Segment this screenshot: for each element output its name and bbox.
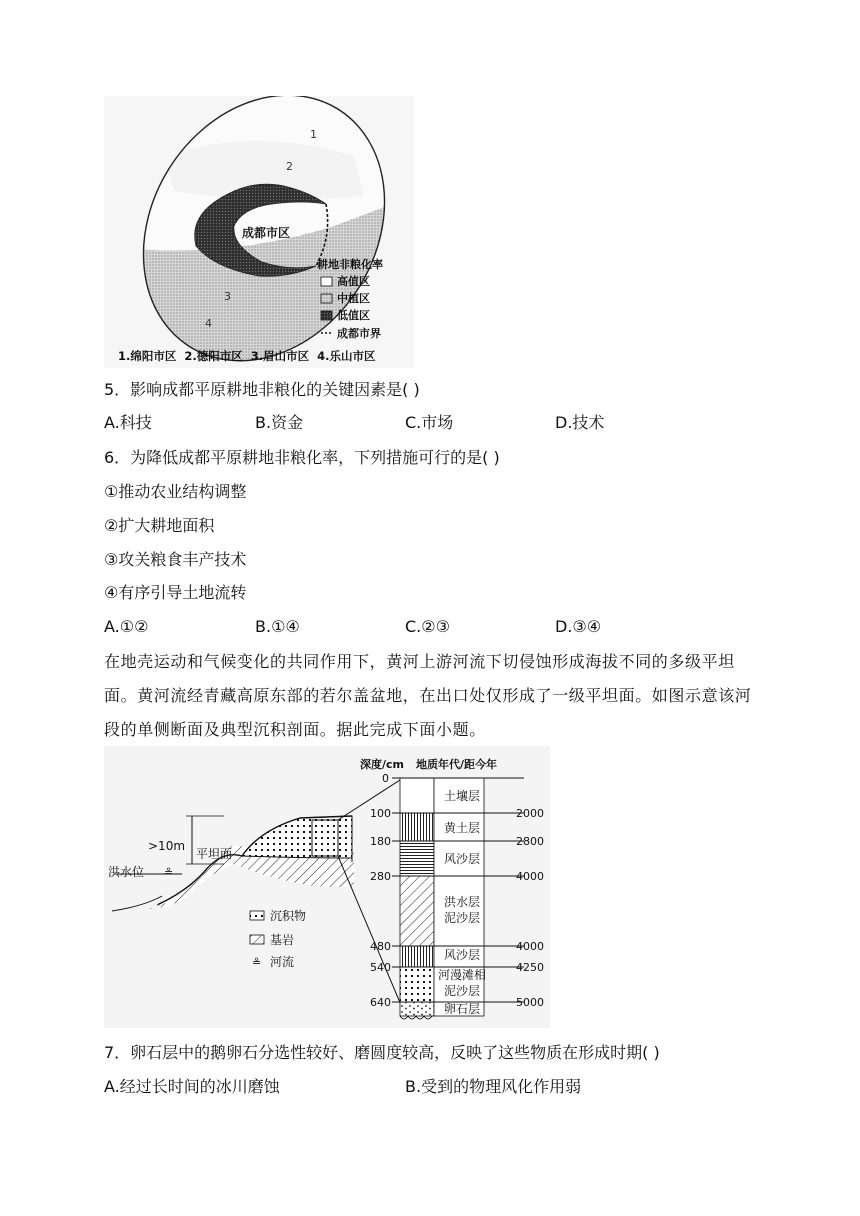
region-label-3: 3 [224, 290, 231, 303]
platform-label: 平坦面 [196, 847, 233, 861]
depth-540: 540 [370, 961, 391, 974]
q6-item-1: ①推动农业结构调整 [104, 482, 247, 501]
svg-text:深度/cm: 深度/cm [360, 758, 404, 771]
q7-option-b[interactable]: B.受到的物理风化作用弱 [405, 1077, 582, 1096]
map-caption: 1.绵阳市区 2.德阳市区 3.眉山市区 4.乐山市区 [118, 349, 376, 363]
q5-stem: 5．影响成都平原耕地非粮化的关键因素是( ) [104, 380, 420, 399]
svg-text:耕地非粮化率: 耕地非粮化率 [317, 258, 383, 271]
layer-aeolian-2: 风沙层 [444, 948, 481, 962]
depth-480: 480 [370, 940, 391, 953]
svg-text:低值区: 低值区 [337, 309, 370, 322]
non-grain-map-figure [104, 96, 414, 368]
depth-640: 640 [370, 996, 391, 1009]
city-label: 成都市区 [242, 226, 291, 240]
region-label-4: 4 [205, 317, 212, 330]
region-label-2: 2 [286, 160, 293, 173]
q7-stem: 7．卵石层中的鹅卵石分选性较好、磨圆度较高，反映了这些物质在形成时期( ) [104, 1043, 660, 1062]
age-4000-b: 4000 [516, 940, 544, 953]
layer-silt-1: 泥沙层 [444, 911, 481, 925]
q6-stem: 6．为降低成都平原耕地非粮化率，下列措施可行的是( ) [104, 448, 500, 467]
depth-280: 280 [370, 870, 391, 883]
reading-passage: 在地壳运动和气候变化的共同作用下，黄河上游河流下切侵蚀形成海拔不同的多级平坦面。黄河流经青藏高原东部的若尔盖盆地，在出口处仅形成了一级平坦面。如图示意该河段的单侧断面及典型沉积剖面。据此完成下面小题。 [104, 652, 752, 739]
q5-option-d[interactable]: D.技术 [555, 413, 605, 432]
age-4000-a: 4000 [516, 870, 544, 883]
svg-text:中植区: 中植区 [337, 292, 370, 305]
svg-text:沉积物: 沉积物 [270, 909, 307, 923]
layer-loess: 黄土层 [444, 821, 481, 835]
age-4250: 4250 [516, 961, 544, 974]
age-2800: 2800 [516, 835, 544, 848]
depth-180: 180 [370, 835, 391, 848]
svg-text:河流: 河流 [270, 955, 295, 969]
layer-floodplain: 河漫滩相 [438, 968, 487, 982]
svg-text:基岩: 基岩 [270, 933, 295, 947]
flood-level-label: 洪水位 [108, 865, 145, 879]
layer-silt-2: 泥沙层 [444, 984, 481, 998]
svg-text:地质年代/距今年: 地质年代/距今年 [416, 758, 498, 771]
age-5000: 5000 [516, 996, 544, 1009]
q6-option-b[interactable]: B.①④ [255, 617, 300, 636]
region-label-1: 1 [310, 128, 317, 141]
q5-option-a[interactable]: A.科技 [104, 413, 152, 432]
q6-item-2: ②扩大耕地面积 [104, 516, 215, 535]
height-label: >10m [148, 839, 186, 853]
depth-0: 0 [382, 772, 389, 785]
layer-pebble: 卵石层 [444, 1002, 481, 1016]
q6-option-a[interactable]: A.①② [104, 617, 149, 636]
svg-text:高值区: 高值区 [337, 275, 370, 288]
q6-item-3: ③攻关粮食丰产技术 [104, 550, 247, 569]
layer-aeolian-1: 风沙层 [444, 852, 481, 866]
q7-option-a[interactable]: A.经过长时间的冰川磨蚀 [104, 1077, 280, 1096]
q6-option-d[interactable]: D.③④ [555, 617, 602, 636]
q5-option-b[interactable]: B.资金 [255, 413, 304, 432]
age-2000: 2000 [516, 807, 544, 820]
q6-option-c[interactable]: C.②③ [405, 617, 450, 636]
depth-100: 100 [370, 807, 391, 820]
water-symbol: ≗ [164, 866, 174, 879]
svg-text:≗: ≗ [252, 956, 262, 969]
svg-text:成都市界: 成都市界 [337, 327, 381, 340]
q5-option-c[interactable]: C.市场 [405, 413, 454, 432]
layer-flood: 洪水层 [444, 895, 481, 909]
river-section-figure [104, 746, 550, 1028]
layer-soil: 土壤层 [444, 789, 481, 803]
q6-item-4: ④有序引导土地流转 [104, 583, 247, 602]
